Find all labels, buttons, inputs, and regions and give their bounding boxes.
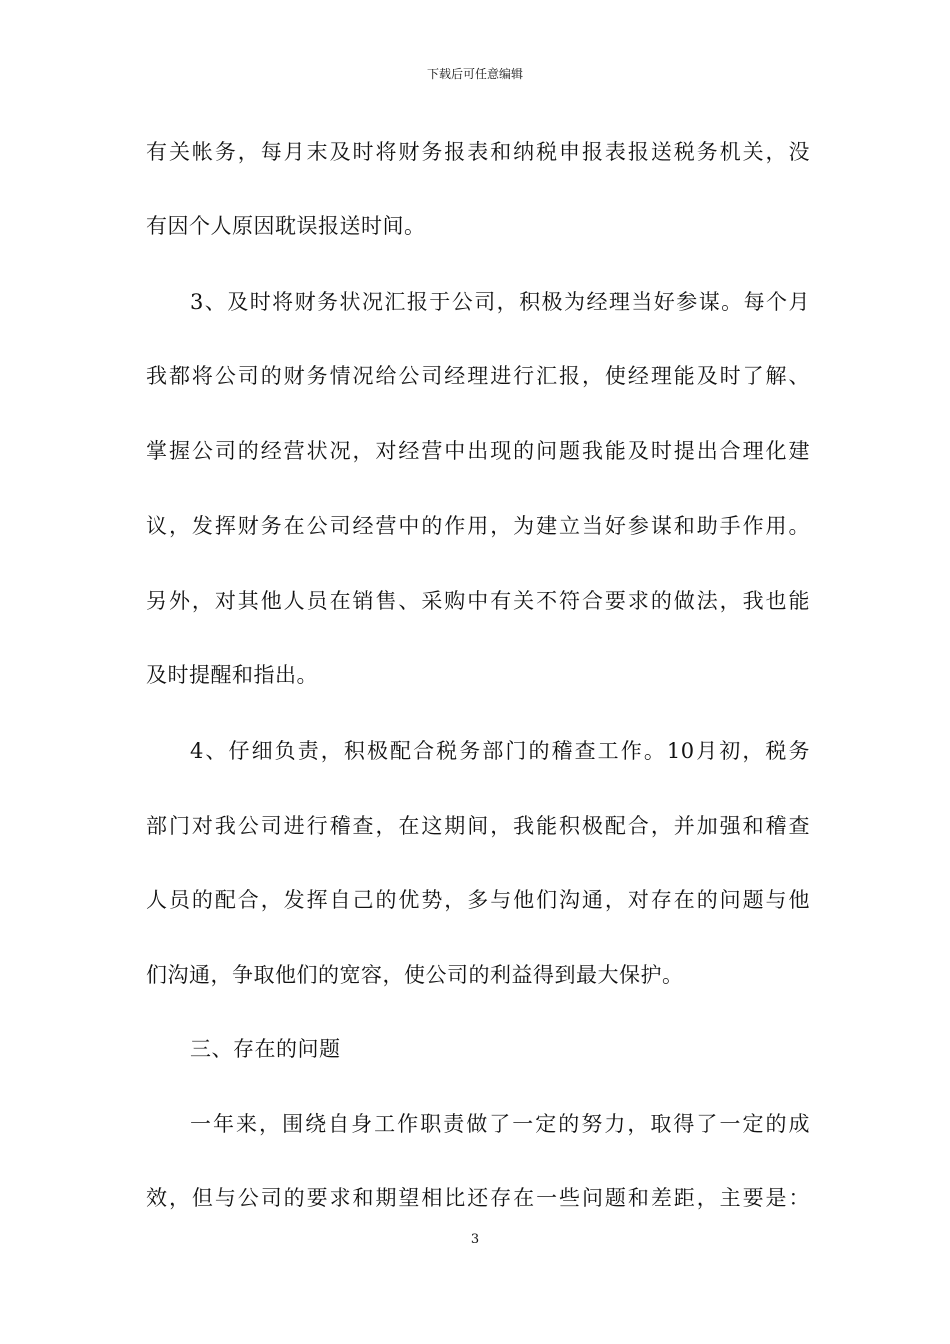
paragraph-line: 议，发挥财务在公司经营中的作用，为建立当好参谋和助手作用。 (146, 514, 810, 538)
paragraph-line: 及时提醒和指出。 (146, 663, 318, 687)
paragraph-line: 部门对我公司进行稽查，在这期间，我能积极配合，并加强和稽查 (146, 814, 810, 838)
paragraph-line: 3、及时将财务状况汇报于公司，积极为经理当好参谋。每个月 (190, 290, 810, 314)
paragraph-line: 掌握公司的经营状况，对经营中出现的问题我能及时提出合理化建 (146, 439, 810, 463)
paragraph-line: 人员的配合，发挥自己的优势，多与他们沟通，对存在的问题与他 (146, 888, 810, 912)
paragraph-line: 另外，对其他人员在销售、采购中有关不符合要求的做法，我也能 (146, 589, 810, 613)
paragraph-line: 效，但与公司的要求和期望相比还存在一些问题和差距，主要是： (146, 1186, 810, 1210)
section-heading: 三、存在的问题 (190, 1037, 341, 1061)
page-number: 3 (470, 1232, 480, 1247)
header-note: 下载后可任意编辑 (426, 67, 523, 81)
paragraph-line: 一年来，围绕自身工作职责做了一定的努力，取得了一定的成 (190, 1112, 810, 1136)
paragraph-line: 4、仔细负责，积极配合税务部门的稽查工作。10月初，税务 (190, 739, 810, 763)
paragraph-line: 我都将公司的财务情况给公司经理进行汇报，使经理能及时了解、 (146, 364, 810, 388)
paragraph-line: 们沟通，争取他们的宽容，使公司的利益得到最大保护。 (146, 963, 684, 987)
paragraph-line: 有关帐务，每月末及时将财务报表和纳税申报表报送税务机关，没 (146, 140, 810, 164)
paragraph-line: 有因个人原因耽误报送时间。 (146, 214, 426, 238)
